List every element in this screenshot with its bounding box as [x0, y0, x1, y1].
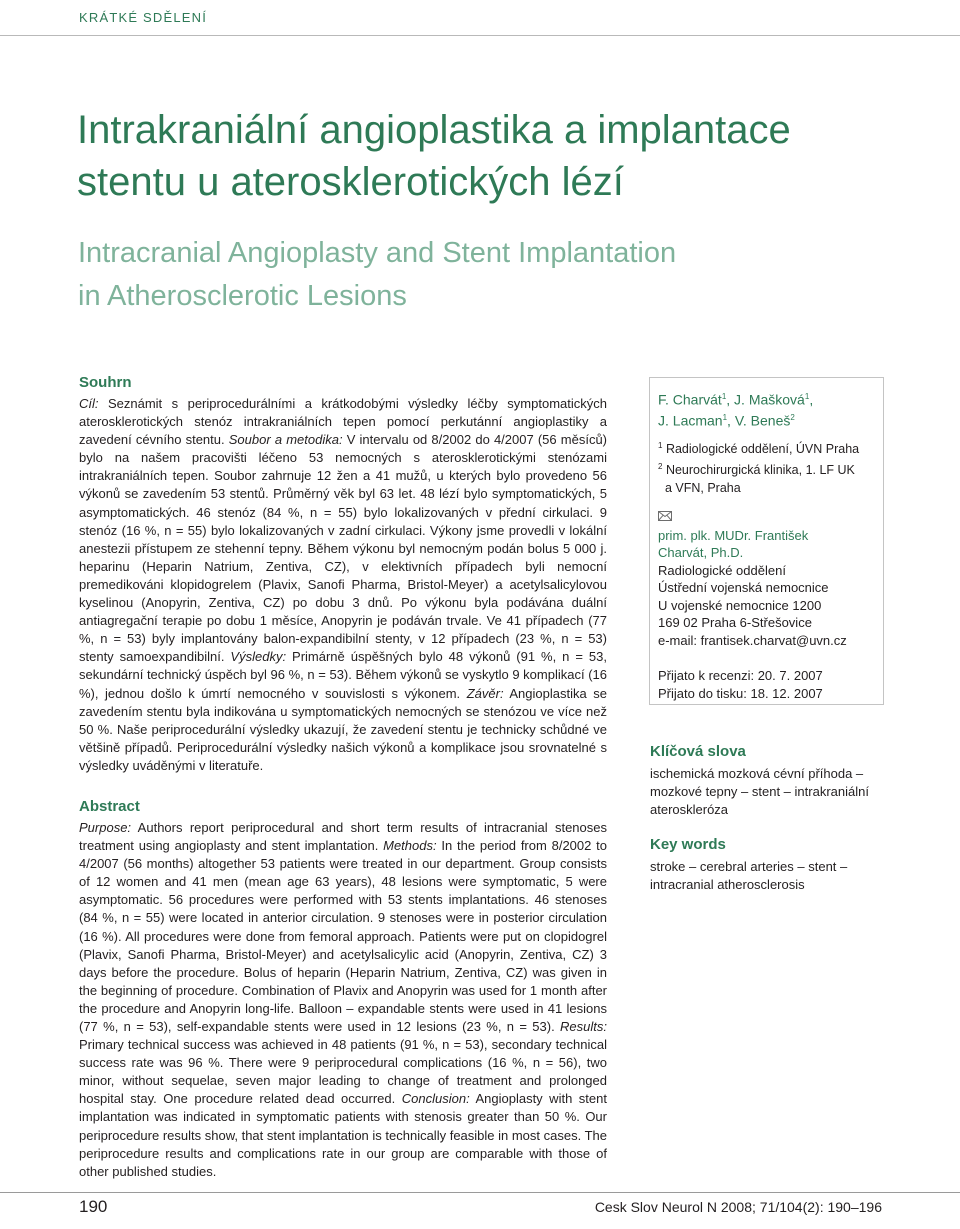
abstract-paragraph [79, 819, 607, 1181]
results-label: Results: [560, 1019, 607, 1034]
cil-text: Seznámit s periprocedurálními a krátkodobými výsledky léčby symptomatických aterosklerotických stenóz intrakraniálních tepen pomocí perkutánní angioplastiky a zavedení cévního stentu. [79, 396, 607, 448]
title-czech-line1: Intrakraniální angioplastika a implantace [77, 108, 791, 152]
page-number: 190 [79, 1197, 108, 1216]
accepted-date: Přijato do tisku: 18. 12. 2007 [658, 685, 823, 701]
contact-institution: Ústřední vojenská nemocnice [658, 580, 829, 596]
keywords-czech [650, 743, 890, 819]
metodika-text: V intervalu od 8/2002 do 4/2007 (56 měsíců) bylo na našem pracovišti léčeno 53 nemocných s aterosklerotickými stenózami intrakraniálních tepen. Soubor zahrnuje 12 žen a 41 mužů, u kterých bylo provedeno 56 výkonů se zavedením 53 stentů. Průměrný věk byl 63 let. 48 lézí bylo symptomatických, 5 asymptomatických. 46 stenóz (84 %, n = 55) bylo lokalizovaných v přední cirkulaci. 9 stenóz (16 %, n = 55) bylo lokalizovaných v zadní cirkulaci. Výkony jsme provedli v lokální anestezii přístupem ze stehenní tepny. Během výkonu byl nemocným podán bolus 5 000 j. heparinu (Heparin Natrium, Zentiva, CZ), v elektivních případech byli nemocní premedikováni klopidogrelem (Plavix, Sanofi Pharma, Bristol-Meyer) a acetylsalicylovou kyselinou (Anopyrin, Zentiva, CZ) po dobu 3 dnů. Po výkonu byla podávána duální antiagregační terapie po dobu 1 měsíce, Anopyrin je podáván trvale. Ve 41 případech (77 %, n = 53) byly implantovány balon-expandibilní stenty, v 12 případech (23 %, n = 53) stenty samoexpandibilní. [79, 432, 608, 665]
purpose-label: Purpose: [79, 819, 132, 835]
zaver-text: Angioplastika se zavedením stentu byla indikována u symptomatických nemocných se stenózou ve více než 50 %. Naše periprocedurální výsledky ukazují, že zavedení stentu je technicky schůdné ve většině případů. Periprocedurální výsledky našich výkonů a komplikace jsou srovnatelné s výsledky uváděnými v literatuře. [79, 685, 607, 773]
keywords-english [650, 836, 890, 894]
metodika-label: Soubor a metodika: [228, 432, 343, 448]
souhrn-heading: Souhrn [79, 374, 132, 391]
author-3: J. Lacman [658, 412, 723, 429]
title-czech [77, 104, 877, 208]
contact-department: Radiologické oddělení [658, 562, 786, 578]
footer-divider [0, 1192, 960, 1193]
author-4: V. Beneš [734, 412, 791, 429]
author-2: J. Mašková [734, 391, 805, 408]
keywords-czech-text: ischemická mozková cévní příhoda – mozkové tepny – stent – intrakraniální ateroskleróza [650, 766, 869, 817]
journal-citation: Cesk Slov Neurol N 2008; 71/104(2): 190–196 [594, 1199, 882, 1215]
dates-block [658, 667, 877, 702]
author-1: F. Charvát [658, 391, 722, 408]
contact-street: U vojenské nemocnice 1200 [658, 597, 822, 613]
vysledky-text: Primárně úspěšných bylo 48 výkonů (91 %, n = 53, sekundární technický úspěch byl 96 %, n = 53). Během výkonů se vyskytlo 9 komplikací (16 %), jednou došlo k úmrtí nemocného v souvislosti s výkonem. [79, 649, 607, 701]
author-list: F. Charvát$^1$, J. Mašková$^1$, J. Lacman$^1$, V. Beneš$^2$ [658, 391, 814, 429]
keywords-english-text: stroke – cerebral arteries – stent – intracranial atherosclerosis [650, 859, 848, 892]
affiliation-1: $^1$ Radiologické oddělení, ÚVN Praha [658, 441, 860, 457]
abstract-heading: Abstract [79, 797, 140, 815]
conclusion-text: Angioplasty with stent implantation was indicated in symptomatic patients with stenosis greater than 50 %. Our periprocedure results show, that stent implantation is technically feasible in most cases. The periprocedure results and complications rate in our group are comparable with those of other published studies. [79, 1091, 607, 1179]
title-english-line1: Intracranial Angioplasty and Stent Implantation [78, 237, 677, 269]
contact-email[interactable]: e-mail: frantisek.charvat@uvn.cz [658, 632, 847, 648]
results-text: Primary technical success was achieved in 48 patients (91 %, n = 53), secondary technical success rate was 96 %. There were 9 periprocedural complications (16 %, n = 56), two minor, without sequelae, seven major leading to change of treatment and prolonged hospital stay. One procedure related dead occurred. [79, 1037, 607, 1107]
title-czech-line2: stentu u aterosklerotických lézí [77, 160, 624, 204]
title-english-line2: in Atherosclerotic Lesions [78, 280, 407, 312]
envelope-icon [658, 511, 672, 521]
conclusion-label: Conclusion: [401, 1091, 470, 1107]
main-column [79, 373, 607, 1181]
keywords-czech-title: Klíčová slova [650, 743, 746, 760]
top-divider [0, 35, 960, 36]
vysledky-label: Výsledky: [230, 649, 287, 665]
contact-block: prim. plk. MUDr. František Charvát, Ph.D. Radiologické oddělení Ústřední vojenská nemocnice U vojenské nemocnice 1200 169 02 Praha 6-Střešovice e-mail: frantisek.charvat@uvn.cz [658, 527, 847, 648]
methods-text: In the period from 8/2002 to 4/2007 (56 months) altogether 53 patients were treated in our department. Group consists of 12 women and 41 men (mean age 63 years), 48 lesions were symptomatic, 5 were asymptomatic. 56 procedures were performed with 53 stents implantations. 46 stenoses (84 %, n = 55) were located in anterior circulation. 9 stenoses were in posterior circulation (16 %). All procedures were done from femoral approach. Patients were put on clopidogrel (Plavix, Sanofi Pharma, Bristol-Meyer) and acetylsalicylic acid (Anopyrin, Zentiva, CZ) 3 days before the procedure. Bolus of heparin (Heparin Natrium, Zentiva, CZ) was given in the beginning of procedure. Combination of Plavix and Anopyrin was used for 1 month after the procedure and Anopyrin long-life. Balloon – expandable stents were used in 41 lesions (77 %, n = 53), self-expandable stents were used in 12 lesions (23 %, n = 53). [79, 838, 608, 1034]
author-box [649, 377, 884, 705]
contact-name: prim. plk. MUDr. František [658, 527, 809, 543]
affiliation-2: $^2$ Neurochirurgická klinika, 1. LF UK a VFN, Praha [658, 462, 855, 495]
purpose-text: Authors report periprocedural and short term results of intracranial stenoses treatment using angioplasty and stent implantation. [79, 819, 607, 854]
received-date: Přijato k recenzi: 20. 7. 2007 [658, 668, 823, 684]
title-english [78, 232, 878, 318]
cil-label: Cíl: [79, 396, 99, 411]
zaver-label: Závěr: [466, 685, 504, 701]
souhrn-paragraph [79, 395, 607, 775]
section-label: KRÁTKÉ SDĚLENÍ [79, 10, 208, 25]
contact-city: 169 02 Praha 6-Střešovice [658, 615, 812, 631]
keywords-english-title: Key words [650, 836, 726, 853]
methods-label: Methods: [383, 838, 437, 854]
